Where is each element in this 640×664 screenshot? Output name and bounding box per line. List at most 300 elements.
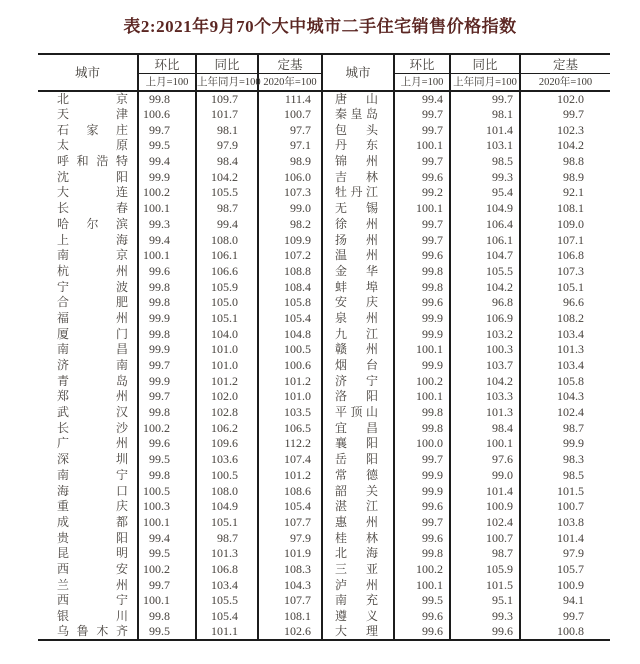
city-cell-right — [322, 326, 394, 342]
mom-index-cell: 100.0 — [394, 436, 450, 452]
city-cell-right — [322, 153, 394, 169]
city-name: 赣州 — [335, 342, 378, 357]
mom-index-cell: 99.8 — [138, 608, 196, 624]
table-row — [38, 404, 610, 420]
city-cell-right — [322, 389, 394, 405]
mom-index-cell: 99.7 — [138, 122, 196, 138]
table-row — [38, 342, 610, 358]
mom-index-cell: 99.8 — [138, 467, 196, 483]
fixed-base-index-cell: 107.2 — [258, 247, 322, 263]
city-name: 昆明 — [57, 546, 128, 561]
mom-index-cell: 100.1 — [394, 389, 450, 405]
yoy-index-cell: 104.2 — [450, 373, 520, 389]
city-name: 大理 — [335, 624, 378, 639]
subheader-mom-left: 上月=100 — [138, 74, 196, 91]
table-row — [38, 498, 610, 514]
fixed-base-index-cell: 102.4 — [557, 405, 584, 420]
city-cell-left — [38, 91, 138, 107]
fixed-base-index-cell: 101.5 — [557, 483, 584, 498]
mom-index-cell: 99.4 — [138, 232, 196, 248]
yoy-index-cell: 104.2 — [196, 169, 258, 185]
city-cell-left — [38, 153, 138, 169]
mom-index-cell: 99.8 — [394, 279, 450, 295]
yoy-index-cell: 105.5 — [196, 593, 258, 609]
yoy-index-cell: 101.3 — [196, 545, 258, 561]
table-row — [38, 577, 610, 593]
city-cell-left — [38, 342, 138, 358]
mom-index-cell: 99.9 — [138, 373, 196, 389]
table-row — [38, 561, 610, 577]
fixed-base-index-cell: 104.8 — [258, 326, 322, 342]
yoy-index-cell: 95.4 — [450, 185, 520, 201]
city-name: 宁波 — [57, 279, 128, 294]
table-row — [38, 420, 610, 436]
mom-index-cell: 99.6 — [138, 436, 196, 452]
city-name: 徐州 — [335, 216, 378, 231]
mom-index-cell: 99.5 — [394, 593, 450, 609]
fixed-base-index-cell: 97.7 — [258, 122, 322, 138]
city-cell-left — [38, 106, 138, 122]
yoy-index-cell: 106.8 — [196, 561, 258, 577]
fixed-base-index-cell: 102.0 — [557, 91, 584, 106]
yoy-index-cell: 104.7 — [450, 247, 520, 263]
city-cell-left — [38, 326, 138, 342]
fixed-base-index-cell: 98.9 — [563, 169, 584, 184]
mom-index-cell: 99.8 — [394, 404, 450, 420]
table-header — [38, 54, 610, 91]
subheader-yoy-right: 上年同月=100 — [450, 74, 520, 91]
city-cell-right — [322, 545, 394, 561]
yoy-index-cell: 100.3 — [450, 342, 520, 358]
city-name: 常德 — [335, 467, 378, 482]
fixed-base-index-cell: 107.7 — [258, 514, 322, 530]
city-cell-left — [38, 169, 138, 185]
city-cell-left — [38, 498, 138, 514]
yoy-index-cell: 104.2 — [450, 279, 520, 295]
fixed-base-index-cell: 97.9 — [563, 546, 584, 561]
fixed-base-index-cell: 98.9 — [258, 153, 322, 169]
city-cell-left — [38, 357, 138, 373]
yoy-index-cell: 95.1 — [450, 593, 520, 609]
city-cell-right — [322, 342, 394, 358]
city-cell-left — [38, 514, 138, 530]
fixed-base-index-cell: 103.5 — [258, 404, 322, 420]
city-name: 大连 — [57, 185, 128, 200]
table-row — [38, 122, 610, 138]
fixed-base-index-cell: 101.4 — [557, 530, 584, 545]
yoy-index-cell: 102.0 — [196, 389, 258, 405]
fixed-base-index-cell: 108.6 — [258, 483, 322, 499]
city-name: 韶关 — [335, 483, 378, 498]
yoy-index-cell: 99.6 — [450, 624, 520, 640]
city-name: 包头 — [335, 122, 378, 137]
city-cell-left — [38, 389, 138, 405]
yoy-index-cell: 101.7 — [196, 106, 258, 122]
city-name: 惠州 — [335, 514, 378, 529]
city-cell-right — [322, 514, 394, 530]
mom-index-cell: 100.3 — [138, 498, 196, 514]
col-header-city-left: 城市 — [38, 54, 138, 91]
mom-index-cell: 99.7 — [138, 577, 196, 593]
yoy-index-cell: 103.4 — [196, 577, 258, 593]
table-row — [38, 467, 610, 483]
table-row — [38, 153, 610, 169]
mom-index-cell: 99.9 — [394, 467, 450, 483]
mom-index-cell: 99.8 — [394, 263, 450, 279]
mom-index-cell: 99.6 — [394, 498, 450, 514]
yoy-index-cell: 106.4 — [450, 216, 520, 232]
yoy-index-cell: 108.0 — [196, 483, 258, 499]
city-cell-right — [322, 169, 394, 185]
mom-index-cell: 99.7 — [138, 389, 196, 405]
mom-index-cell: 99.9 — [138, 169, 196, 185]
city-name: 三亚 — [335, 561, 378, 576]
table-row — [38, 389, 610, 405]
city-name: 青岛 — [57, 373, 128, 388]
city-cell-right — [322, 608, 394, 624]
yoy-index-cell: 101.2 — [196, 373, 258, 389]
city-name: 唐山 — [335, 91, 378, 106]
col-header-city-right: 城市 — [322, 54, 394, 91]
city-name: 襄阳 — [335, 436, 378, 451]
table-row — [38, 545, 610, 561]
mom-index-cell: 99.9 — [138, 310, 196, 326]
mom-index-cell: 99.3 — [138, 216, 196, 232]
city-name: 遵义 — [335, 609, 378, 624]
mom-index-cell: 99.8 — [394, 545, 450, 561]
yoy-index-cell: 105.5 — [196, 185, 258, 201]
mom-index-cell: 100.6 — [138, 106, 196, 122]
yoy-index-cell: 98.5 — [450, 153, 520, 169]
fixed-base-index-cell: 98.3 — [563, 452, 584, 467]
mom-index-cell: 99.6 — [394, 247, 450, 263]
fixed-base-index-cell: 100.6 — [258, 357, 322, 373]
mom-index-cell: 99.6 — [394, 169, 450, 185]
city-cell-right — [322, 91, 394, 107]
col-header-base-right: 定基 — [552, 58, 578, 72]
yoy-index-cell: 99.4 — [196, 216, 258, 232]
yoy-index-cell: 101.4 — [450, 122, 520, 138]
table-row — [38, 530, 610, 546]
city-cell-right — [322, 498, 394, 514]
mom-index-cell: 99.5 — [138, 138, 196, 154]
yoy-index-cell: 99.7 — [450, 91, 520, 107]
city-name: 桂林 — [335, 530, 378, 545]
fixed-base-index-cell: 103.4 — [557, 358, 584, 373]
yoy-index-cell: 102.8 — [196, 404, 258, 420]
mom-index-cell: 99.9 — [394, 326, 450, 342]
table-row — [38, 310, 610, 326]
mom-index-cell: 100.1 — [138, 247, 196, 263]
fixed-base-index-cell: 98.2 — [258, 216, 322, 232]
city-cell-left — [38, 451, 138, 467]
price-index-table-wrap — [38, 53, 640, 641]
mom-index-cell: 99.6 — [394, 530, 450, 546]
city-cell-right — [322, 373, 394, 389]
city-cell-left — [38, 310, 138, 326]
fixed-base-index-cell: 109.9 — [258, 232, 322, 248]
city-name: 合肥 — [57, 295, 128, 310]
mom-index-cell: 99.8 — [138, 279, 196, 295]
fixed-base-index-cell: 97.1 — [258, 138, 322, 154]
fixed-base-index-cell: 103.8 — [557, 514, 584, 529]
mom-index-cell: 99.7 — [394, 451, 450, 467]
city-cell-left — [38, 247, 138, 263]
yoy-index-cell: 98.4 — [450, 420, 520, 436]
col-header-mom-left: 环比 — [138, 54, 196, 74]
city-name: 安庆 — [335, 295, 378, 310]
yoy-index-cell: 105.9 — [450, 561, 520, 577]
yoy-index-cell: 101.0 — [196, 342, 258, 358]
city-name: 沈阳 — [57, 169, 128, 184]
city-name: 无锡 — [335, 201, 378, 216]
city-cell-right — [322, 404, 394, 420]
mom-index-cell: 99.9 — [394, 357, 450, 373]
city-name: 济宁 — [335, 373, 378, 388]
table-row — [38, 91, 610, 107]
table-row — [38, 608, 610, 624]
city-cell-right — [322, 138, 394, 154]
yoy-index-cell: 103.2 — [450, 326, 520, 342]
yoy-index-cell: 97.9 — [196, 138, 258, 154]
city-cell-left — [38, 530, 138, 546]
yoy-index-cell: 105.5 — [450, 263, 520, 279]
city-cell-left — [38, 545, 138, 561]
city-name: 贵阳 — [57, 530, 128, 545]
city-cell-left — [38, 232, 138, 248]
fixed-base-index-cell: 108.1 — [258, 608, 322, 624]
mom-index-cell: 99.5 — [138, 624, 196, 640]
city-name: 北京 — [57, 91, 128, 106]
yoy-index-cell: 105.1 — [196, 310, 258, 326]
mom-index-cell: 99.7 — [138, 357, 196, 373]
col-header-mom-right: 环比 — [394, 54, 450, 74]
table-row — [38, 169, 610, 185]
city-cell-right — [322, 420, 394, 436]
mom-index-cell: 99.7 — [394, 106, 450, 122]
yoy-index-cell: 103.6 — [196, 451, 258, 467]
mom-index-cell: 99.8 — [138, 326, 196, 342]
table-row — [38, 373, 610, 389]
mom-index-cell: 99.5 — [138, 451, 196, 467]
yoy-index-cell: 96.8 — [450, 294, 520, 310]
city-name: 南昌 — [57, 342, 128, 357]
mom-index-cell: 99.4 — [138, 530, 196, 546]
table-row — [38, 326, 610, 342]
city-cell-left — [38, 279, 138, 295]
mom-index-cell: 99.6 — [394, 294, 450, 310]
fixed-base-index-cell: 100.7 — [557, 499, 584, 514]
mom-index-cell: 100.2 — [394, 561, 450, 577]
fixed-base-index-cell: 109.0 — [557, 216, 584, 231]
fixed-base-index-cell: 98.5 — [563, 467, 584, 482]
mom-index-cell: 99.8 — [138, 294, 196, 310]
fixed-base-index-cell: 106.0 — [258, 169, 322, 185]
city-cell-right — [322, 294, 394, 310]
table-row — [38, 216, 610, 232]
city-cell-left — [38, 593, 138, 609]
city-name: 广州 — [57, 436, 128, 451]
city-name: 长春 — [57, 201, 128, 216]
city-cell-right — [322, 106, 394, 122]
fixed-base-index-cell: 107.7 — [258, 593, 322, 609]
subheader-base-right: 2020年=100 — [520, 74, 610, 91]
col-header-yoy-left: 同比 — [196, 54, 258, 74]
city-cell-left — [38, 216, 138, 232]
fixed-base-index-cell: 103.4 — [557, 326, 584, 341]
yoy-index-cell: 101.1 — [196, 624, 258, 640]
yoy-index-cell: 106.1 — [196, 247, 258, 263]
city-cell-right — [322, 467, 394, 483]
yoy-index-cell: 104.9 — [450, 200, 520, 216]
fixed-base-index-cell: 104.2 — [557, 138, 584, 153]
city-name: 济南 — [57, 358, 128, 373]
fixed-base-index-cell: 101.2 — [258, 373, 322, 389]
yoy-index-cell: 109.6 — [196, 436, 258, 452]
col-header-yoy-right: 同比 — [450, 54, 520, 74]
city-cell-left — [38, 263, 138, 279]
yoy-index-cell: 99.3 — [450, 169, 520, 185]
yoy-index-cell: 101.5 — [450, 577, 520, 593]
city-cell-left — [38, 483, 138, 499]
yoy-index-cell: 105.0 — [196, 294, 258, 310]
city-cell-left — [38, 467, 138, 483]
city-cell-right — [322, 577, 394, 593]
city-name: 呼和浩特 — [57, 154, 128, 169]
city-name: 吉林 — [335, 169, 378, 184]
table-row — [38, 593, 610, 609]
yoy-index-cell: 106.9 — [450, 310, 520, 326]
fixed-base-index-cell: 101.2 — [258, 467, 322, 483]
city-name: 牡丹江 — [335, 185, 378, 200]
city-cell-right — [322, 593, 394, 609]
city-name: 金华 — [335, 263, 378, 278]
city-cell-right — [322, 357, 394, 373]
yoy-index-cell: 108.0 — [196, 232, 258, 248]
fixed-base-index-cell: 102.3 — [557, 122, 584, 137]
city-cell-right — [322, 200, 394, 216]
yoy-index-cell: 105.1 — [196, 514, 258, 530]
subheader-base-left: 2020年=100 — [258, 74, 322, 91]
yoy-index-cell: 104.9 — [196, 498, 258, 514]
city-name: 哈尔滨 — [57, 216, 128, 231]
mom-index-cell: 99.7 — [394, 514, 450, 530]
city-cell-right — [322, 310, 394, 326]
yoy-index-cell: 103.3 — [450, 389, 520, 405]
yoy-index-cell: 100.5 — [196, 467, 258, 483]
fixed-base-index-cell: 108.2 — [557, 310, 584, 325]
fixed-base-index-cell: 101.3 — [557, 342, 584, 357]
city-cell-right — [322, 436, 394, 452]
city-name: 福州 — [57, 310, 128, 325]
page-title: 表2:2021年9月70个大中城市二手住宅销售价格指数 — [123, 17, 517, 36]
fixed-base-index-cell: 105.4 — [258, 498, 322, 514]
fixed-base-index-cell: 104.3 — [557, 389, 584, 404]
fixed-base-index-cell: 98.7 — [563, 420, 584, 435]
mom-index-cell: 99.2 — [394, 185, 450, 201]
city-cell-left — [38, 624, 138, 640]
city-name: 蚌埠 — [335, 279, 378, 294]
city-name: 九江 — [335, 326, 378, 341]
yoy-index-cell: 99.3 — [450, 608, 520, 624]
city-name: 深圳 — [57, 452, 128, 467]
yoy-index-cell: 98.1 — [450, 106, 520, 122]
fixed-base-index-cell: 96.6 — [563, 295, 584, 310]
city-name: 泉州 — [335, 310, 378, 325]
fixed-base-index-cell: 105.8 — [557, 373, 584, 388]
table-row — [38, 232, 610, 248]
city-cell-right — [322, 247, 394, 263]
mom-index-cell: 99.8 — [138, 404, 196, 420]
mom-index-cell: 99.4 — [138, 153, 196, 169]
mom-index-cell: 100.2 — [138, 420, 196, 436]
city-name: 岳阳 — [335, 452, 378, 467]
table-row — [38, 436, 610, 452]
city-name: 成都 — [57, 514, 128, 529]
mom-index-cell: 99.6 — [394, 608, 450, 624]
city-cell-right — [322, 263, 394, 279]
city-name: 平顶山 — [335, 405, 378, 420]
yoy-index-cell: 109.7 — [196, 91, 258, 107]
mom-index-cell: 100.1 — [394, 138, 450, 154]
fixed-base-index-cell: 105.1 — [557, 279, 584, 294]
table-row — [38, 514, 610, 530]
city-name: 西宁 — [57, 593, 128, 608]
table-row — [38, 106, 610, 122]
city-name: 湛江 — [335, 499, 378, 514]
city-cell-right — [322, 216, 394, 232]
col-header-base-left: 定基 — [258, 54, 322, 74]
fixed-base-index-cell: 100.9 — [557, 577, 584, 592]
table-row — [38, 138, 610, 154]
city-cell-right — [322, 122, 394, 138]
yoy-index-cell: 98.4 — [196, 153, 258, 169]
city-cell-left — [38, 200, 138, 216]
yoy-index-cell: 101.3 — [450, 404, 520, 420]
yoy-index-cell: 98.7 — [196, 200, 258, 216]
city-name: 北海 — [335, 546, 378, 561]
subheader-mom-right: 上月=100 — [394, 74, 450, 91]
city-name: 太原 — [57, 138, 128, 153]
mom-index-cell: 99.7 — [394, 232, 450, 248]
city-cell-right — [322, 451, 394, 467]
yoy-index-cell: 101.4 — [450, 483, 520, 499]
fixed-base-index-cell: 108.4 — [258, 279, 322, 295]
table-row — [38, 624, 610, 640]
mom-index-cell: 99.9 — [138, 342, 196, 358]
city-cell-right — [322, 185, 394, 201]
mom-index-cell: 99.8 — [394, 420, 450, 436]
city-name: 上海 — [57, 232, 128, 247]
city-name: 南宁 — [57, 467, 128, 482]
yoy-index-cell: 98.7 — [450, 545, 520, 561]
mom-index-cell: 99.9 — [394, 483, 450, 499]
mom-index-cell: 99.6 — [394, 624, 450, 640]
table-row — [38, 451, 610, 467]
table-row — [38, 263, 610, 279]
fixed-base-index-cell: 99.7 — [563, 609, 584, 624]
city-cell-left — [38, 420, 138, 436]
mom-index-cell: 100.1 — [138, 593, 196, 609]
city-name: 乌鲁木齐 — [57, 624, 128, 639]
city-name: 烟台 — [335, 358, 378, 373]
fixed-base-index-cell: 98.8 — [563, 154, 584, 169]
yoy-index-cell: 106.2 — [196, 420, 258, 436]
city-name: 秦皇岛 — [335, 107, 378, 122]
city-name: 武汉 — [57, 405, 128, 420]
city-cell-left — [38, 608, 138, 624]
mom-index-cell: 100.1 — [138, 200, 196, 216]
